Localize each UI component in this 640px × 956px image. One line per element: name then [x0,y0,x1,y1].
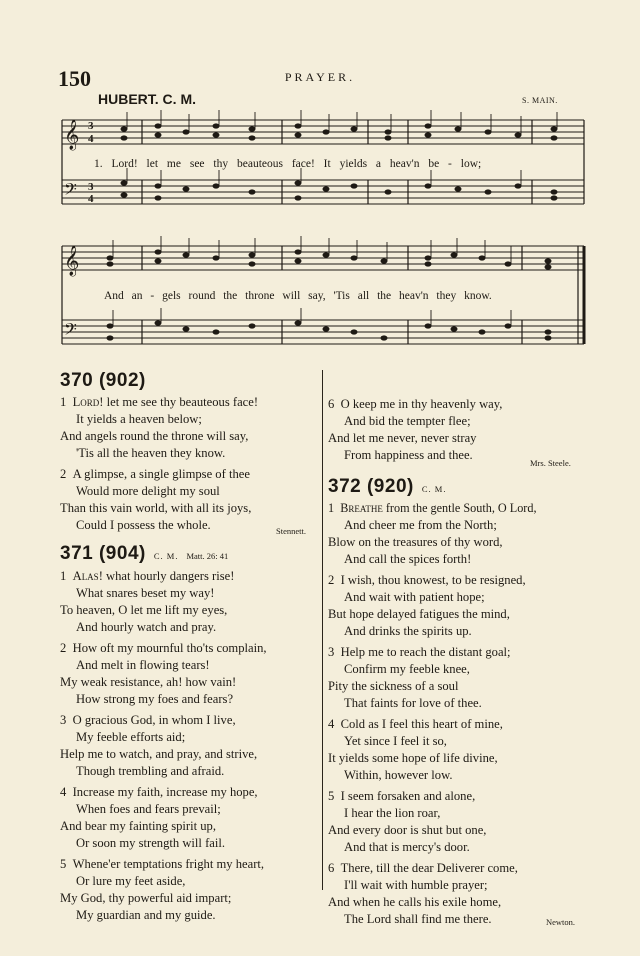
hymn-370-s1-l4: 'Tis all the heaven they know. [76,446,226,460]
hymn-372-s1-l1: 1 Breathe from the gentle South, O Lord, [328,501,537,515]
hymn-371-s1-l3: To heaven, O let me lift my eyes, [60,603,228,617]
hymn-370-s2-l1: 2 A glimpse, a single glimpse of thee [60,467,250,481]
hymn-372-s2-l3: But hope delayed fatigues the mind, [328,607,510,621]
hymn-372-s4-l2: Yet since I feel it so, [344,734,447,748]
hymn-370-s2-l2: Would more delight my soul [76,484,220,498]
hymn-371-s5-l2: Or lure my feet aside, [76,874,186,888]
tune-composer: S. MAIN. [522,96,558,105]
svg-text:𝄞: 𝄞 [64,246,80,275]
hymn-370-s1-l3: And angels round the throne will say, [60,429,249,443]
hymn-370-s6-l2: And bid the tempter flee; [344,414,471,428]
hymn-371-s3-l4: Though trembling and afraid. [76,764,225,778]
hymn-372-s3-l1: 3 Help me to reach the distant goal; [328,645,511,659]
stems-1 [127,110,557,186]
hymn-371-s2-l2: And melt in flowing tears! [76,658,210,672]
hymn-371-s5-l4: My guardian and my guide. [76,908,216,922]
hymn-370-s2-l3: Than this vain world, with all its joys, [60,501,252,515]
svg-text:4: 4 [88,193,94,205]
svg-text:3: 3 [88,181,94,193]
hymn-370-s1-l1: 1 Lord! let me see thy beauteous face! [60,395,259,409]
hymn-372-s3-l4: That faints for love of thee. [344,696,482,710]
running-head: PRAYER. [284,70,356,84]
hymn-372-s6-l2: I'll wait with humble prayer; [344,878,488,892]
bass-staff-1 [62,180,584,204]
hymn-372-s5-l3: And every door is shut but one, [328,823,487,837]
hymn-372-s5-l4: And that is mercy's door. [344,840,470,854]
hymn-371-s4-l4: Or soon my strength will fail. [76,836,226,850]
bass-staff-2 [62,320,584,344]
stems-2 [113,236,511,326]
hymn-371-s4-l1: 4 Increase my faith, increase my hope, [60,785,258,799]
hymn-370-attribution: Stennett. [276,526,306,536]
hymn-370-heading [60,370,146,392]
hymn-371-s3-l1: 3 O gracious God, in whom I live, [60,713,236,727]
hymn-372-attribution: Newton. [546,917,576,927]
hymn-370-s6-l4: From happiness and thee. [344,448,473,462]
svg-text:𝄢: 𝄢 [64,321,77,343]
hymn-372-s5-l1: 5 I seem forsaken and alone, [328,789,476,803]
hymn-372-s5-l2: I hear the lion roar, [344,806,441,820]
treble-staff-2 [62,246,584,270]
hymn-372-s6-l1: 6 There, till the dear Deliverer come, [328,861,518,875]
page-number: 150 [58,66,91,91]
hymn-372-s4-l4: Within, however low. [344,768,453,782]
hymn-372-s6-l4: The Lord shall find me there. [344,912,492,926]
hymn-372-s6-l3: And when he calls his exile home, [328,895,502,909]
hymn-372-s4-l1: 4 Cold as I feel this heart of mine, [328,717,503,731]
hymn-372-s1-l4: And call the spices forth! [344,552,472,566]
hymn-371-s4-l2: When foes and fears prevail; [76,802,221,816]
hymn-371-s5-l3: My God, thy powerful aid impart; [60,891,232,905]
column-divider [322,370,323,890]
hymn-372-s3-l2: Confirm my feeble knee, [344,662,470,676]
lyric-line-1: 1. Lord! let me see thy beauteous face! It yields a heav'n be - low; [94,158,482,170]
hymn-372-s2-l2: And wait with patient hope; [344,590,485,604]
hymn-372-s2-l4: And drinks the spirits up. [344,624,472,638]
hymn-371-s5-l1: 5 Whene'er temptations fright my heart, [60,857,265,871]
lyric-line-2: And an - gels round the throne will say, 'Tis all the heav'n they know. [104,290,492,302]
hymn-370-s6-l3: And let me never, never stray [328,431,477,445]
time-signature-icon: 3 [88,120,94,132]
hymn-372-s3-l3: Pity the sickness of a soul [328,679,459,693]
hymn-371-s2-l3: My weak resistance, ah! how vain! [60,675,237,689]
hymn-371-s2-l1: 2 How oft my mournful tho'ts complain, [60,641,267,655]
hymn-371-s3-l2: My feeble efforts aid; [76,730,186,744]
tune-name: HUBERT. C. M. [98,91,196,107]
hymn-370-s2-l4: Could I possess the whole. [76,518,211,532]
hymn-372-heading: 372 (920) C. M. [328,476,447,497]
hymn-371-s1-l4: And hourly watch and pray. [76,620,217,634]
hymn-371-s4-l3: And bear my fainting spirit up, [60,819,216,833]
treble-clef-icon: 𝄞 [64,120,80,149]
hymn-371-s1-l2: What snares beset my way! [76,586,215,600]
hymn-372-s1-l3: Blow on the treasures of thy word, [328,535,503,549]
hymn-372-s1-l2: And cheer me from the North; [344,518,497,532]
hymn-371-s1-l1: 1 Alas! what hourly dangers rise! [60,569,235,583]
hymn-371-s2-l4: How strong my foes and fears? [76,692,234,706]
hymn-372-s2-l1: 2 I wish, thou knowest, to be resigned, [328,573,526,587]
hymn-number: 370 (902) [60,370,146,391]
svg-text:4: 4 [88,133,94,145]
hymn-370-attribution-2: Mrs. Steele. [530,458,571,468]
hymn-372-s4-l3: It yields some hope of life divine, [328,751,498,765]
hymn-371-s3-l3: Help me to watch, and pray, and strive, [60,747,258,761]
hymn-370-s1-l2: It yields a heaven below; [76,412,202,426]
hymn-370-s6-l1: 6 O keep me in thy heavenly way, [328,397,503,411]
bass-clef-icon: 𝄢 [64,181,77,203]
hymn-371-heading: 371 (904) C. M. Matt. 26: 41 [60,543,229,564]
